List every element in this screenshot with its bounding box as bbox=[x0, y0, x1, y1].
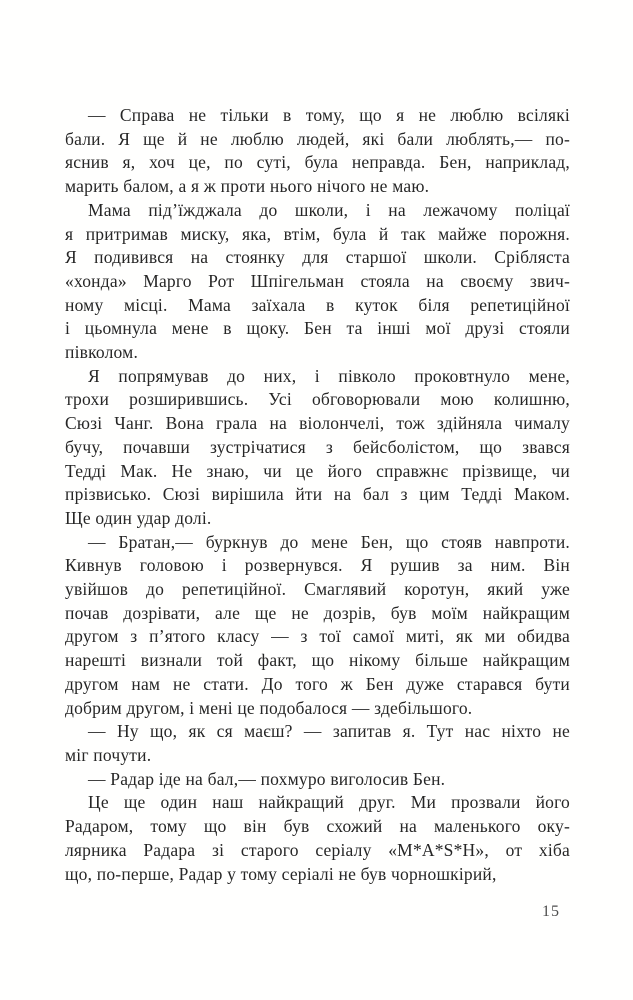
text-line: Тедді Мак. Не знаю, чи це його справжнє прізвище, чи bbox=[65, 460, 570, 481]
text-line: яснив я, хоч це, по суті, була неправда. Бен, наприклад, bbox=[65, 152, 570, 173]
paragraph bbox=[65, 199, 570, 365]
text-line: Мама під’їжджала до школи, і на лежачому поліцаї bbox=[88, 199, 570, 220]
text-line: — Ну що, як ся маєш? — запитав я. Тут нас ніхто не bbox=[88, 721, 570, 742]
text-line: марить балом, а я ж проти нього нічого не маю. bbox=[65, 176, 430, 197]
text-line: що, по-перше, Радар у тому серіалі не був чорношкірий, bbox=[65, 863, 497, 884]
text-block bbox=[65, 104, 570, 886]
text-line: Сюзі Чанг. Вона грала на віолончелі, тож здійняла чималу bbox=[65, 413, 570, 434]
text-line: Ще один удар долі. bbox=[65, 507, 212, 528]
text-line: Це ще один наш найкращий друг. Ми прозвали його bbox=[88, 792, 570, 813]
text-line: прізвисько. Сюзі вирішила йти на бал з цим Тедді Маком. bbox=[65, 484, 570, 505]
text-line: міг почути. bbox=[65, 744, 152, 765]
text-line: «хонда» Марго Рот Шпігельман стояла на своєму звич- bbox=[65, 270, 570, 291]
text-line: — Радар іде на бал,— похмуро виголосив Бен. bbox=[88, 768, 446, 789]
text-line: трохи розширившись. Усі обговорювали мою колишню, bbox=[65, 389, 570, 410]
text-line: ному місці. Мама заїхала в куток біля репетиційної bbox=[65, 294, 570, 315]
paragraph bbox=[65, 104, 570, 199]
paragraph bbox=[65, 768, 570, 792]
text-line: я притримав миску, яка, втім, була й так майже порожня. bbox=[65, 223, 570, 244]
text-line: бали. Я ще й не люблю людей, які бали люблять,— по- bbox=[65, 128, 570, 149]
text-line: другом з п’ятого класу — з тої самої миті, як ми обидва bbox=[65, 626, 570, 647]
text-line: Я подивився на стоянку для старшої школи. Срібляста bbox=[65, 247, 570, 268]
paragraph bbox=[65, 365, 570, 531]
text-line: — Братан,— буркнув до мене Бен, що стояв навпроти. bbox=[88, 531, 570, 552]
text-line: півколом. bbox=[65, 342, 139, 363]
page-number: 15 bbox=[542, 903, 560, 920]
paragraph bbox=[65, 791, 570, 886]
text-line: почав дозрівати, але ще не дозрів, був моїм найкращим bbox=[65, 602, 570, 623]
text-line: другом нам не стати. До того ж Бен дуже старався бути bbox=[65, 673, 570, 694]
text-line: Я попрямував до них, і півколо проковтнуло мене, bbox=[88, 365, 570, 386]
text-line: Кивнув головою і розвернувся. Я рушив за ним. Він bbox=[65, 555, 570, 576]
text-line: бучу, почавши зустрічатися з бейсболістом, що звався bbox=[65, 436, 570, 457]
text-line: увійшов до репетиційної. Смаглявий коротун, який уже bbox=[65, 579, 570, 600]
paragraph bbox=[65, 531, 570, 721]
text-line: добрим другом, і мені це подобалося — здебільшого. bbox=[65, 697, 473, 718]
text-line: і цьомнула мене в щоку. Бен та інші мої друзі стояли bbox=[65, 318, 570, 339]
text-line: лярника Радара зі старого серіалу «M*A*S*H», от хіба bbox=[65, 839, 570, 860]
text-line: — Справа не тільки в тому, що я не люблю всілякі bbox=[88, 105, 570, 125]
text-line: нарешті визнали той факт, що нікому більше найкращим bbox=[65, 650, 570, 671]
paragraph bbox=[65, 720, 570, 767]
text-line: Радаром, тому що він був схожий на маленького оку- bbox=[65, 816, 570, 837]
